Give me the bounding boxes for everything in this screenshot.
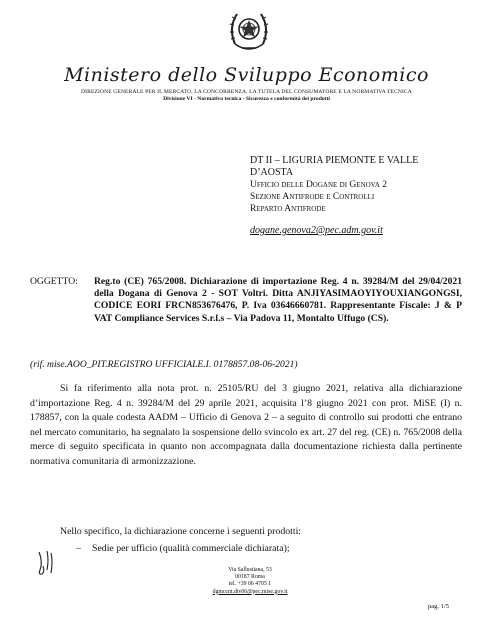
body-paragraph-1: Si fa riferimento alla nota prot. n. 25105/RU del 3 giugno 2021, relativa alla dichiarazione d’importazione Reg. 4 n. 39284/M del 29 aprile 2021, acquisita l’8 giugno 2021 con prot. MiSE (I) n. 178857, con la quale codesta AADM – Ufficio di Genova 2 – a seguito di controllo sui prodotti che entrano nel mercato comunitario, ha segnalato la sospensione dello svincolo ex art. 27 del reg. (CE) n. 765/2008 della merce di seguito specificata in quanto non accompagnata dalla documentazione richiesta dalla pertinente normativa comunitaria di armonizzazione.	[30, 383, 462, 467]
product-list-item-text: Sedie per ufficio (qualità commerciale dichiarata);	[92, 543, 290, 554]
department-name: DIREZIONE GENERALE PER IL MERCATO, LA CONCORRENZA, LA TUTELA DEL CONSUMATORE E LA NORMATIVA TECNICA	[81, 89, 412, 95]
ministry-title: Ministero dello Sviluppo Economico	[64, 64, 429, 86]
product-list-item	[76, 543, 290, 554]
recipient-line-1: DT II – LIGURIA PIEMONTE E VALLE	[250, 155, 419, 166]
reference-line: (rif. mise.AOO_PIT.REGISTRO UFFICIALE.I. 0178857.08-06-2021)	[30, 359, 298, 370]
recipient-department: Reparto Antifrode	[250, 204, 326, 214]
recipient-block	[250, 155, 470, 237]
footer-email-link[interactable]: dgmccnt.div06@pec.mise.gov.it	[212, 588, 288, 595]
footer-street: Via Sallustiana, 53	[228, 567, 272, 573]
footer-address	[180, 567, 320, 596]
italian-republic-emblem-icon	[226, 4, 272, 56]
recipient-line-2: D’AOSTA	[250, 167, 294, 178]
bullet-dash: –	[76, 543, 81, 554]
recipient-email-link[interactable]: dogane.genova2@pec.adm.gov.it	[250, 225, 383, 236]
recipient-office: Ufficio delle Dogane di Genova 2	[250, 180, 388, 190]
handwritten-initials-icon	[36, 548, 58, 578]
subject-text: Reg.to (CE) 765/2008. Dichiarazione di importazione Reg. 4 n. 39284/M del 29/04/2021 della Dogana di Genova 2 - SOT Voltri. Ditta ANJIYASIMAOYIYOUXIANGONGSI, CODICE EORI FRCN853676476, P. Iva 03646660781. Rappresentante Fiscale: J & P VAT Compliance Services S.r.l.s – Via Padova 11, Montalto Uffugo (CS).	[94, 276, 462, 324]
footer-phone: tel. +39 06 4705 1	[228, 581, 272, 588]
recipient-section: Sezione Antifrode e Controlli	[250, 192, 375, 202]
division-name: Divisione VI - Normativa tecnica - Sicurezza e conformità dei prodotti	[163, 96, 330, 102]
body-paragraph-2: Nello specifico, la dichiarazione concerne i seguenti prodotti:	[60, 526, 302, 537]
subject-label: OGGETTO:	[30, 276, 78, 287]
footer-city: 00187 Roma	[235, 574, 265, 581]
page-number: pag. 1/5	[428, 603, 449, 610]
